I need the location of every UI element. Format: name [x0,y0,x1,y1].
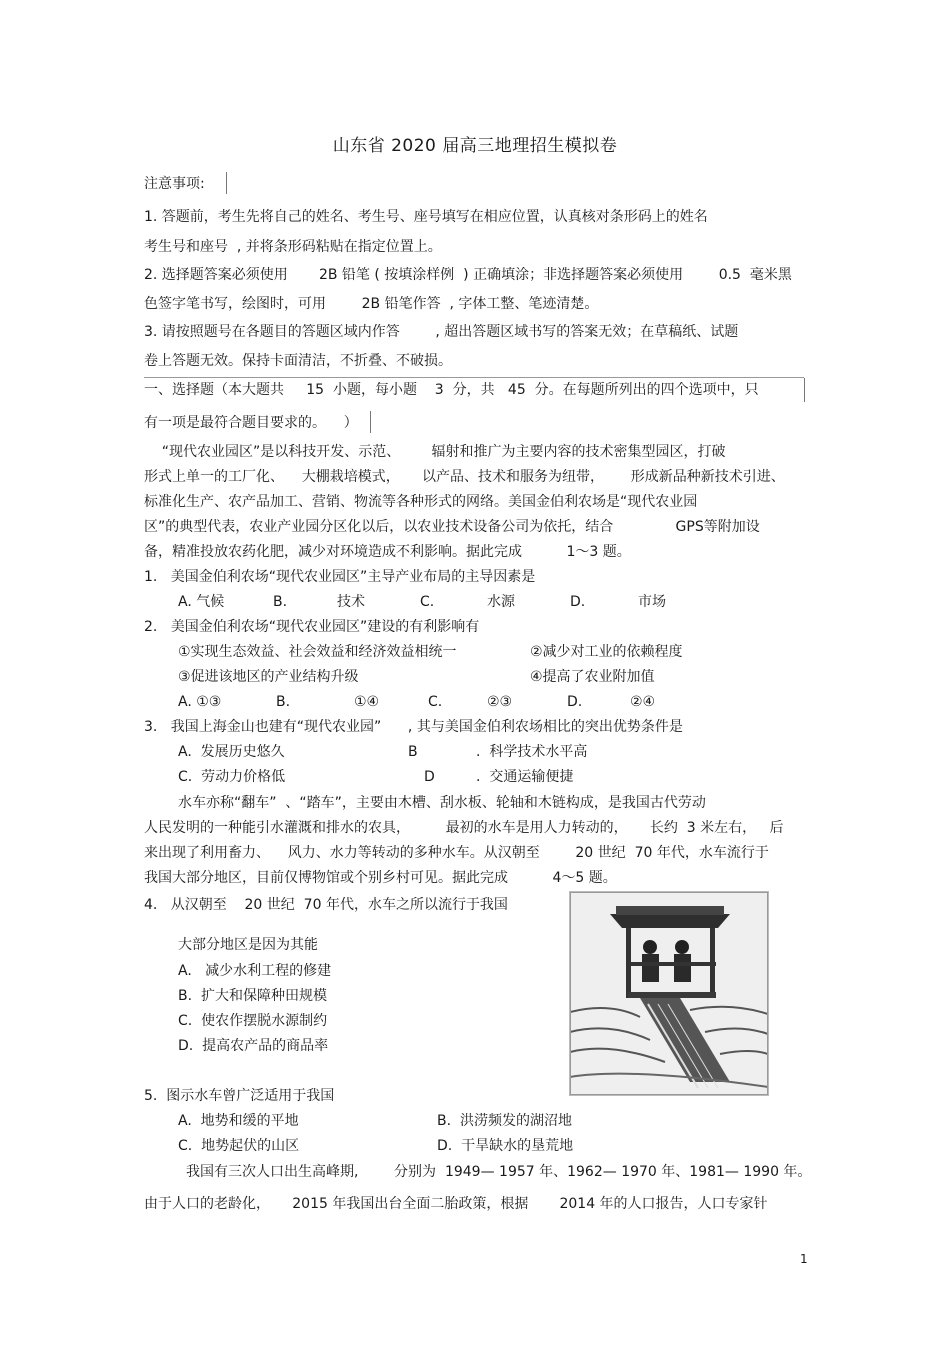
notice-line: 考生号和座号 , 并将条形码粘贴在指定位置上。 [144,239,442,255]
q2-item: ①实现生态效益、社会效益和经济效益相统一 [178,644,457,660]
page-number: 1 [800,1252,808,1266]
q2-option: B. [276,694,291,710]
q2-option: D. [567,694,583,710]
q1-option: C. [420,594,435,610]
q3-option: A. 发展历史悠久 [178,744,285,760]
passage-line: 标准化生产、农产品加工、营销、物流等各种形式的网络。美国金伯利农场是“现代农业园 [144,494,698,510]
q4-option: B. 扩大和保障种田规模 [178,988,327,1004]
q3-option: B [408,744,418,760]
passage-line: 水车亦称“翻车” 、“踏车”，主要由木槽、刮水板、轮轴和木链构成，是我国古代劳动 [178,795,706,811]
q1-option: 技术 [337,594,365,610]
section-box-edge [804,378,805,402]
q3-option: D [424,769,435,785]
q2-option: C. [428,694,443,710]
notice-line: 卷上答题无效。保持卡面清洁，不折叠、不破损。 [144,353,452,369]
q2-option: A. ①③ [178,694,222,710]
passage-line: 我国有三次人口出生高峰期, 分别为 1949— 1957 年、1962— 1970 年、1981— 1990 年。 [186,1164,812,1180]
passage-line: “现代农业园区”是以科技开发、示范、 辐射和推广为主要内容的技术密集型园区，打破 [144,444,726,460]
q3-option: . 科学技术水平高 [476,744,588,760]
q5-option: C. 地势起伏的山区 [178,1138,300,1154]
q5-option: B. 洪涝频发的湖沼地 [437,1113,572,1129]
notice-line: 2. 选择题答案必须使用 2B 铅笔 ( 按填涂样例 ) 正确填涂；非选择题答案必须使用 0.5 毫米黑 [144,267,792,283]
q3-option: . 交通运输便捷 [476,769,574,785]
q1-option: 市场 [638,594,666,610]
question-2-stem: 2. 美国金伯利农场“现代农业园区”建设的有利影响有 [144,619,480,635]
passage-line: 我国大部分地区，目前仅博物馆或个别乡村可见。据此完成 4～5 题。 [144,870,617,886]
passage-line: 形式上单一的工厂化、 大棚栽培模式， 以产品、技术和服务为纽带， 形成新品种新技术引进、 [144,469,785,485]
q2-item: ③促进该地区的产业结构升级 [178,669,359,685]
notice-box-edge [226,172,227,194]
question-4-stem-cont: 大部分地区是因为其能 [178,937,318,953]
q5-option: A. 地势和缓的平地 [178,1113,299,1129]
q1-option: B. [273,594,288,610]
page-title: 山东省 2020 届高三地理招生模拟卷 [332,136,618,156]
question-3-stem: 3. 我国上海金山也建有“现代农业园” , 其与美国金伯利农场相比的突出优势条件是 [144,719,683,735]
passage-line: 来出现了利用畜力、 风力、水力等转动的多种水车。从汉朝至 20 世纪 70 年代，水车流行于 [144,845,769,861]
passage-line: 由于人口的老龄化， 2015 年我国出台全面二胎政策，根据 2014 年的人口报告，人口专家针 [144,1196,768,1212]
q2-option: ①④ [354,694,380,710]
q1-option: 水源 [487,594,515,610]
q4-option: C. 使农作摆脱水源制约 [178,1013,328,1029]
question-5-stem: 5. 图示水车曾广泛适用于我国 [144,1088,335,1104]
section-rule [144,377,804,378]
passage-line: 人民发明的一种能引水灌溉和排水的农具， 最初的水车是用人力转动的， 长约 3 米左右， 后 [144,820,784,836]
notice-line: 3. 请按照题号在各题目的答题区域内作答 , 超出答题区域书写的答案无效；在草稿纸、试题 [144,324,739,340]
q4-option: A. 减少水利工程的修建 [178,963,332,979]
q1-option: D. [570,594,586,610]
question-4-stem: 4. 从汉朝至 20 世纪 70 年代，水车之所以流行于我国 [144,897,508,913]
passage-line: 备，精准投放农药化肥，减少对环境造成不利影响。据此完成 1～3 题。 [144,544,631,560]
q2-item: ④提高了农业附加值 [530,669,655,685]
q1-option: A. 气候 [178,594,225,610]
section-heading: 一、选择题（本大题共 15 小题，每小题 3 分，共 45 分。在每题所列出的四个选项中，只 [144,382,759,398]
notice-line: 1. 答题前，考生先将自己的姓名、考生号、座号填写在相应位置，认真核对条形码上的姓名 [144,209,708,225]
section-box-edge [370,411,371,433]
passage-line: 区”的典型代表，农业产业园分区化以后，以农业技术设备公司为依托，结合 GPS等附加设 [144,519,760,535]
q2-option: ②③ [487,694,513,710]
q2-option: ②④ [630,694,656,710]
notice-line: 色签字笔书写，绘图时，可用 2B 铅笔作答 , 字体工整、笔迹清楚。 [144,296,599,312]
q5-option: D. 干旱缺水的垦荒地 [437,1138,574,1154]
q4-option: D. 提高农产品的商品率 [178,1038,329,1054]
q2-item: ②减少对工业的依赖程度 [530,644,683,660]
q3-option: C. 劳动力价格低 [178,769,286,785]
section-heading-cont: 有一项是最符合题目要求的。 ） [144,415,358,431]
question-1-stem: 1. 美国金伯利农场“现代农业园区”主导产业布局的主导因素是 [144,569,536,585]
notice-heading: 注意事项: [144,176,205,192]
waterwheel-illustration [569,891,769,1096]
